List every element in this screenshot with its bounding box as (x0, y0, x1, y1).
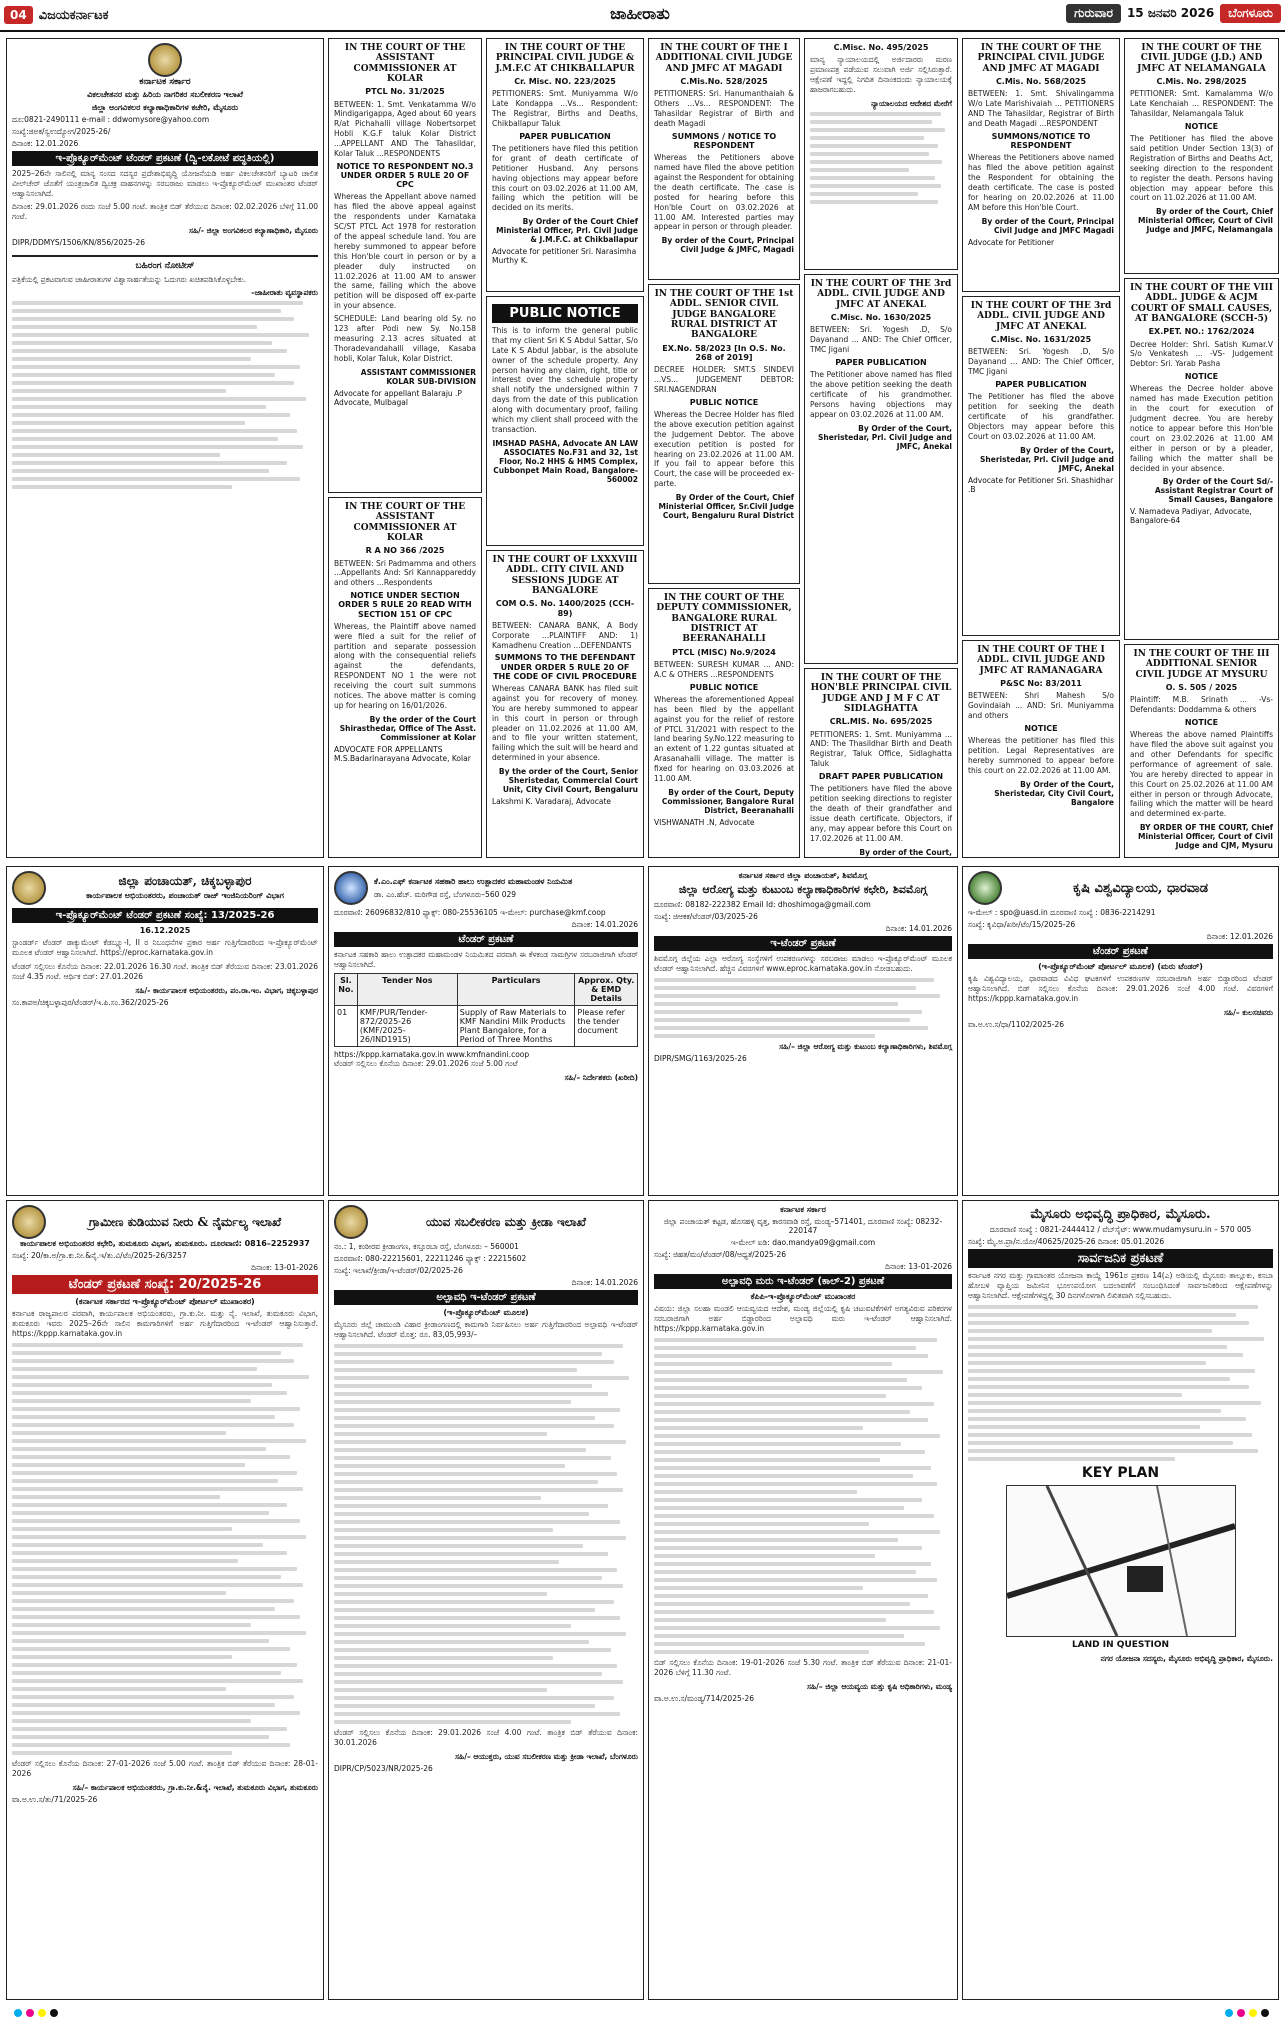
case-parties: BETWEEN: Sri. Yogesh .D, S/o Dayanand ... AND: The Chief Officer, TMC Jigani (968, 347, 1114, 376)
ad-mysuru-mda (962, 1200, 1279, 2000)
table-row (335, 1005, 638, 1046)
ad-date: 16.12.2025 (139, 926, 191, 935)
court-name: IN THE COURT OF THE 3rd ADDL. CIVIL JUDGE AND JMFC AT ANEKAL (810, 279, 952, 310)
court-name: IN THE COURT OF THE PRINCIPAL CIVIL JUDGE AND JMFC AT MAGADI (977, 43, 1105, 74)
advocate: Advocate for appellant Balaraju .P Advocate, Mulbagal (334, 388, 462, 407)
ad-head-row (968, 871, 1273, 905)
land-label: LAND IN QUESTION (1071, 1639, 1170, 1650)
case-number: C.Mis. No. 568/2025 (995, 77, 1087, 87)
ad-dharwad-uni (962, 866, 1279, 1196)
ad-contact: ಇ-ಮೇಲ್ : spo@uasd.in ದೂರವಾಣಿ ಸಂಖ್ಯೆ : 0836-2214291 (968, 908, 1156, 917)
ad-office: ಕಾರ್ಯಪಾಲಕ ಅಭಿಯಂತರರ ಕಛೇರಿ, ತುಮಕೂರು ವಿಭಾಗ, ತುಮಕೂರು. ದೂರವಾಣಿ: 0816–2252937 (20, 1239, 310, 1248)
court-sign: By order of the Court, (859, 847, 952, 857)
court-sign: By Order of the Court Chief Ministerial Officer, Prl. Civil Judge & J.M.F.C. at Chikballapur (496, 217, 638, 245)
advocate: V. Namadeva Padiyar, Advocate, Bangalore-64 (1130, 507, 1252, 526)
ad-ref: ಸಂಖ್ಯೆ: 20/ಕಾ.ಅ/ಗ್ರಾ.ಕು.ನೀ.&ನೈ.ಇ/ತು.ವಿ/ಟೆಂ/2025-26/3257 (12, 1251, 187, 1261)
court-name: IN THE COURT OF THE VIII ADDL. JUDGE & ACJM COURT OF SMALL CAUSES, AT BANGALORE (SCCH-5) (1130, 283, 1273, 325)
ad-chikballapur-zp (6, 866, 324, 1196)
header-city: ಬೆಂಗಳೂರು (1220, 4, 1281, 23)
notice-body: The petitioners have filed this petition for grant of death certificate of Petitioner Husband. Any persons having objections may appear before this court on 03.02.2026 at 11.00 AM, failing which the petition will be decided on its merits. (492, 143, 638, 213)
court-sign: ನ್ಯಾಯಾಲಯದ ಆದೇಶದ ಮೇರೆಗೆ (871, 98, 952, 108)
case-number: C.Misc. No. 495/2025 (833, 43, 929, 52)
notice-title: PAPER PUBLICATION (835, 357, 927, 367)
notice-body: The Petitioner has filed the above said petition Under Section 13(3) of Registration of Births and Deaths Act, seeking direction to the respondent to register the death. Persons having objection may appear before this court on 11.02.2026 at 11.00 AM. (1130, 134, 1273, 203)
notice-body: The Petitioner has filed the above petition for seeking the death certificate of his grandfather. Objectors may appear before this Court on 03.02.2026 at 11.00 AM. (968, 392, 1114, 441)
notice-title: PUBLIC NOTICE (689, 682, 759, 692)
ad-sign: ಸಹಿ/– ಜಿಲ್ಲಾ ಆರೋಗ್ಯ ಮತ್ತು ಕುಟುಂಬ ಕಲ್ಯಾಣಾಧಿಕಾರಿಗಳು, ಶಿವಮೊಗ್ಗ (779, 1041, 952, 1051)
advocate: Advocate for petitioner Sri. Narasimha Murthy K. (492, 247, 637, 266)
ad-head-row (12, 1205, 318, 1239)
cyan-dot-icon (1225, 2009, 1233, 2017)
tender-table (334, 973, 638, 1047)
notice-title: NOTICE (1184, 121, 1219, 131)
col-particulars: Particulars (457, 973, 575, 1005)
ad-org: ಜಿಲ್ಲಾ ಪಂಚಾಯತ್, ಚಿಕ್ಕಬಳ್ಳಾಪುರ (118, 874, 252, 889)
court-sign: By order of the Court, Principal Civil Judge and JMFC Magadi (981, 216, 1114, 235)
notice-body: Whereas CANARA BANK has filed suit against you for recovery of money. You are hereby summoned to appear in this court in person or through pleader on 11.02.2026 at 11.00 AM, and to file your written statement, failing which the suit will be heard and determined in your absence. (492, 683, 638, 763)
ad-body: ಮೈಸೂರು ಜಿಲ್ಲೆ ಚಾಮುಂಡಿ ವಿಹಾರ ಕ್ರೀಡಾಂಗಣದಲ್ಲಿ ಕಾಮಗಾರಿ ನಿರ್ವಹಿಸಲು ಅರ್ಹ ಗುತ್ತಿಗೆದಾರರಿಂದ ಅಲ್ಪಾವಧಿ ಇ-ಟೆಂಡರ್ ಆಹ್ವಾನಿಸಲಾಗಿದೆ. ಟೆಂಡರ್ ಮೊತ್ತ: ರೂ. 83,05,993/– (334, 1320, 638, 1340)
ad-banner: ಅಲ್ಪಾವಧಿ ಮರು ಇ-ಟೆಂಡರ್ (ಕಾಲ್-2) ಪ್ರಕಟಣೆ (654, 1274, 952, 1289)
ad-anekal-3rd (804, 274, 958, 664)
col-tender: Tender Nos (357, 973, 457, 1005)
tender-text-block (334, 1344, 638, 1724)
notice-body: The petitioners have filed the above petition seeking directions to register the death of their grandfather and issue death certificate. Objectors, if any, may appear before this Court on 17.02.2026 at 11.00 AM. (810, 784, 952, 843)
govt-emblem-icon (12, 1205, 46, 1239)
notice-body: The Petitioner above named has filed the above petition seeking the death certificate of his grandmother. Persons having objections may appear on 03.02.2026 at 11.00 AM. (810, 370, 952, 419)
case-parties: BETWEEN: SURESH KUMAR ... AND: A.C & OTHERS ...RESPONDENTS (654, 659, 794, 679)
ad-birth-magadi (648, 38, 800, 280)
ad-dipr: DIPR/SMG/1163/2025-26 (654, 1053, 747, 1063)
ad-sign: ಸಹಿ/- ಕಾರ್ಯಪಾಲಕ ಅಭಿಯಂತರರು, ಪಂ.ರಾ.ಇಂ. ವಿಭಾಗ, ಚಿಕ್ಕಬಳ್ಳಾಪುರ (135, 985, 318, 995)
ad-dept: ವಿಕಲಚೇತನರ ಮತ್ತು ಹಿರಿಯ ನಾಗರಿಕರ ಸಬಲೀಕರಣ ಇಲಾಖೆ (87, 90, 243, 100)
legal-text-block (810, 112, 952, 204)
ad-date: ದಿನಾಂಕ: 14.01.2026 (571, 920, 638, 929)
cross-road (1047, 1486, 1117, 1636)
table-header-row (335, 973, 638, 1005)
ad-sign: ಸಹಿ/– ನಿರ್ದೇಶಕರು (ಖರೀದಿ) (564, 1072, 638, 1082)
court-sign: ASSISTANT COMMISSIONER KOLAR SUB-DIVISION (360, 367, 476, 386)
case-number: CRL.MIS. No. 695/2025 (829, 717, 933, 727)
tender-text-block (12, 1343, 318, 1755)
case-parties: BETWEEN: Sri. Yogesh .D, S/o Dayanand ... AND: The Chief Officer, TMC Jigani (810, 325, 952, 354)
ad-beeranahalli (648, 588, 800, 858)
case-parties: Decree Holder: Shri. Satish Kumar.V S/o Venkatesh ... -VS- Judgement Debtor: Sri. Yarab Pasha (1130, 339, 1273, 369)
court-name: IN THE COURT OF THE DEPUTY COMMISSIONER, BANGALORE RURAL DISTRICT AT BEERANAHALLI (656, 593, 792, 645)
ad-banner: ಟೆಂಡರ್ ಪ್ರಕಟಣೆ (968, 944, 1273, 959)
ad-sign: ಸಹಿ/– ಕುಲಸಚಿವರು (1223, 1007, 1273, 1017)
ad-org: ಕರ್ನಾಟಕ ಸರ್ಕಾರ ಜಿಲ್ಲಾ ಪಂಚಾಯತ್, ಶಿವಮೊಗ್ಗ (738, 871, 868, 880)
court-sign: By Order of the Court, Sheristedar, City Civil Court, Bangalore (994, 779, 1114, 807)
govt-emblem-icon (12, 871, 46, 905)
notice-title: SUMMONS TO THE DEFENDANT UNDER ORDER 5 RULE 20 OF THE CODE OF CIVIL PROCEDURE (493, 653, 637, 681)
ad-banner: ಇ-ಟೆಂಡರ್ ಪ್ರಕಟಣೆ (654, 936, 952, 951)
ad-banner: ಟೆಂಡರ್ ಪ್ರಕಟಣೆ ಸಂಖ್ಯೆ: 20/2025-26 (12, 1275, 318, 1294)
public-notice-title: PUBLIC NOTICE (492, 304, 638, 323)
ad-banner: ಇ-ಪ್ರೊಕ್ಯೂರ್‌ಮೆಂಟ್ ಟೆಂಡರ್ ಪ್ರಕಟಣೆ (ದ್ವಿ-ಲಕೋಟೆ ಪದ್ಧತಿಯಲ್ಲಿ) (12, 151, 318, 166)
ad-dates: ಟೆಂಡರ್ ಸಲ್ಲಿಸಲು ಕೊನೆಯ ದಿನಾಂಕ: 27-01-2026 ಸಂಜೆ 5.00 ಗಂಟೆ. ತಾಂತ್ರಿಕ ಬಿಡ್ ತೆರೆಯುವ ದಿನಾಂಕ: 28-01-2026 (12, 1759, 318, 1778)
case-number: EX.No. 58/2023 [In O.S. No. 268 of 2019] (662, 343, 786, 362)
yellow-dot-icon (1249, 2009, 1257, 2017)
ad-small-causes (1124, 278, 1279, 640)
ad-contact: ಇ-ಮೇಲ್ ಐಡಿ: dao.mandya09@gmail.com (730, 1238, 876, 1248)
cell-tender: KMF/PUR/Tender-872/2025-26 (KMF/2025-26/IND1915) (357, 1005, 457, 1046)
case-number: P&SC No: 83/2011 (1000, 679, 1082, 689)
cell-qty: Please refer the tender document (575, 1005, 638, 1046)
print-registration-strip (0, 2006, 1285, 2019)
ad-contact: ದೂರವಾಣಿ: 26096832/810 ಫ್ಯಾಕ್ಸ್: 080-25536105 ಇ-ಮೇಲ್: purchase@kmf.coop (334, 908, 606, 917)
ad-head-text (374, 877, 638, 898)
tender-text-block (654, 978, 952, 1038)
court-name: IN THE COURT OF THE ASSISTANT COMMISSIONER AT KOLAR (344, 502, 466, 544)
court-name: IN THE COURT OF THE ASSISTANT COMMISSIONER AT KOLAR (344, 43, 466, 85)
notice-body: ಮಾನ್ಯ ನ್ಯಾಯಾಲಯದಲ್ಲಿ ಅರ್ಜಿದಾರರು ಮರಣ ಪ್ರಮಾಣಪತ್ರ ಪಡೆಯುವ ಸಲುವಾಗಿ ಅರ್ಜಿ ಸಲ್ಲಿಸಿರುತ್ತಾರೆ. ಆಕ್ಷೇಪಣೆ ಇದ್ದಲ್ಲಿ ನಿಗದಿತ ದಿನಾಂಕದಂದು ನ್ಯಾಯಾಲಯಕ್ಕೆ ಹಾಜರಾಗಬಹುದು. (810, 55, 952, 94)
ad-kmf (328, 866, 644, 1196)
header-left (4, 4, 109, 26)
ad-banner: ಸಾರ್ವಜನಿಕ ಪ್ರಕಟಣೆ (968, 1249, 1273, 1268)
ad-contact: ದೂರವಾಣಿ: 08182-222382 Email Id: dhoshimoga@gmail.com (654, 900, 871, 910)
ad-sign: ಸಹಿ/- ಜಿಲ್ಲಾ ಅಂಗವಿಕಲರ ಕಲ್ಯಾಣಾಧಿಕಾರಿ, ಮೈಸೂರು (189, 226, 318, 236)
ad-mandya (648, 1200, 958, 2000)
ad-magadi-568 (962, 38, 1120, 292)
case-parties: BETWEEN: Sri Padmamma and others ...Appellants And: Sri Kannappareddy and others ...Respondents (334, 558, 476, 588)
notice-body: Whereas the Petitioners above named has filed the above petition against the Respondent for obtaining the death certificate. The case is posted for hearing on 20.02.2026 at 11.00 AM before this Hon'ble Court. (968, 153, 1114, 212)
ad-sign: ಸಹಿ/– ಆಯುಕ್ತರು, ಯುವ ಸಬಲೀಕರಣ ಮತ್ತು ಕ್ರೀಡಾ ಇಲಾಖೆ, ಬೆಂಗಳೂರು (455, 1751, 638, 1761)
cell-particulars: Supply of Raw Materials to KMF Nandini Milk Products Plant Bangalore, for a Period of Three Months (457, 1005, 575, 1046)
magenta-dot-icon (1237, 2009, 1245, 2017)
notice-title: NOTICE UNDER SECTION ORDER 5 RULE 20 READ WITH SECTION 151 OF CPC (338, 591, 472, 619)
ad-org: ಕರ್ನಾಟಕ ಸರ್ಕಾರ (139, 77, 191, 87)
ad-dipr: ವಾ.ಅ.ಉ.ಸ/ಧಾ/1102/2025-26 (968, 1019, 1064, 1029)
ad-office: ಜಿಲ್ಲಾ ಪಂಚಾಯತ್ ಕಟ್ಟಡ, ಹೊಸಹಳ್ಳಿ ವೃತ್ತ, ಕಾರಸವಾಡಿ ರಸ್ತೆ, ಮಂಡ್ಯ–571401, ದೂರವಾಣಿ ಸಂಖ್ಯೆ: 08232-220147 (663, 1217, 943, 1236)
tender-text-block (654, 1338, 952, 1654)
ad-contact: ದೂರವಾಣಿ ಸಂಖ್ಯೆ : 0821-2444412 / ವೆಬ್‌ಸೈಟ್: www.mudamysuru.in – 570 005 (989, 1225, 1252, 1234)
key-plan-svg (1007, 1486, 1235, 1636)
ad-subbanner: ಕೆಪಿಪಿ-ಇ-ಪ್ರೊಕ್ಯೂರ್‌ಮೆಂಟ್ ಮುಖಾಂತರ (750, 1292, 856, 1302)
ad-nelamangala (1124, 38, 1279, 274)
legal-text-block (12, 301, 318, 489)
ad-dates: ದಿನಾಂಕ: 29.01.2026 ರಂದು ಸಂಜೆ 5.00 ಗಂಟೆ. ತಾಂತ್ರಿಕ ಬಿಡ್ ತೆರೆಯುವ ದಿನಾಂಕ: 02.02.2026 ಬೆಳಿಗ್ಗೆ 11.00 ಗಂಟೆ. (12, 202, 318, 222)
case-number: R A NO 366 /2025 (365, 546, 445, 556)
ad-mysuru-os505 (1124, 644, 1279, 858)
notice-body: Whereas the Petitioners above named have filed the above petition against the Respondent for obtaining the death certificate. The case is posted for hearing before this Hon'ble Court on 03.02.2026 at 11.00 AM. Interested parties may appear in person or through pleader. (654, 153, 794, 232)
side-road (1157, 1486, 1187, 1636)
header-day: ಗುರುವಾರ (1066, 4, 1121, 23)
notice-body: Whereas, the Plaintiff above named were filed a suit for the relief of partition and separate possession along with the consequential reliefs against the defendants, RESPONDENT NO 1 the were not receiving the court suit summons notices. The above matter is coming up for hearing on 16/01/2026. (334, 621, 476, 710)
notice-title: PUBLIC NOTICE (689, 397, 759, 407)
ad-dates: ಟೆಂಡರ್ ಸಲ್ಲಿಸಲು ಕೊನೆಯ ದಿನಾಂಕ: 22.01.2026 16.30 ಗಂಟೆ. ತಾಂತ್ರಿಕ ಬಿಡ್ ತೆರೆಯುವ ದಿನಾಂಕ: 23.01.2026 ಸಂಜೆ 4.35 ಗಂಟೆ. ಆರ್ಥಿಕ ಬಿಡ್: 27.01.2026 (12, 961, 318, 981)
black-dot-icon (50, 2009, 58, 2017)
ad-org: ಕರ್ನಾಟಕ ಸರ್ಕಾರ (780, 1205, 826, 1214)
ad-contact: ದೂ:0821-2490111 e-mail : ddwomysore@yahoo.com (12, 114, 210, 124)
ad-ref: ಸಂ.ಕಾಪಅ/ಚಿಕ್ಕಬಳ್ಳಾಪುರ/ಟೆಂಡರ್/ಇ.ಪಿ.ಸಂ.362/2025-26 (12, 997, 169, 1007)
page-number: 04 (4, 6, 33, 24)
ad-dept: ಗ್ರಾಮೀಣ ಕುಡಿಯುವ ನೀರು & ನೈರ್ಮಲ್ಯ ಇಲಾಖೆ (88, 1214, 282, 1229)
court-name: IN THE COURT OF THE 1st ADDL. SENIOR CIVIL JUDGE BANGALORE RURAL DISTRICT AT BANGALORE (654, 289, 794, 341)
main-road (1007, 1526, 1235, 1596)
col-qty: Approx. Qty. & EMD Details (575, 973, 638, 1005)
court-sign: By order of the Court, Deputy Commissioner, Bangalore Rural District, Beeranahalli (661, 787, 794, 815)
ad-anekal-1631 (962, 296, 1120, 636)
notice-sign: –ಜಾಹೀರಾತು ವ್ಯವಸ್ಥಾಪಕರು (251, 288, 318, 298)
court-name: IN THE COURT OF THE 3rd ADDL. CIVIL JUDGE AND JMFC AT ANEKAL (970, 301, 1112, 332)
notice-body: Whereas the aforementioned Appeal has been filed by the appellant against you for the relief of restore of PTCL 31/2021 with respect to the land bearing Sy.No.122 measuring to an extent of 1.22 guntas situated at Arasanahalli village. The matter is fixed for hearing on 03.03.2026 at 11.00 AM. (654, 694, 794, 783)
ad-subbanner: (ಇ-ಪ್ರೊಕ್ಯೂರ್‌ಮೆಂಟ್ ಮೂಲಕ) (443, 1308, 529, 1317)
ad-office: ಜಿಲ್ಲಾ ಆರೋಗ್ಯ ಮತ್ತು ಕುಟುಂಬ ಕಲ್ಯಾಣಾಧಿಕಾರಿಗಳ ಕಛೇರಿ, ಶಿವಮೊಗ್ಗ (678, 883, 928, 897)
ad-date: ದಿನಾಂಕ: 13-01-2026 (885, 1262, 952, 1272)
ad-head-row (334, 871, 638, 905)
emblem-row (12, 43, 318, 77)
magenta-dot-icon (26, 2009, 34, 2017)
ad-dates: ಟೆಂಡರ್ ಸಲ್ಲಿಸಲು ಕೊನೆಯ ದಿನಾಂಕ: 29.01.2026 ಸಂಜೆ 4.00 ಗಂಟೆ. ತಾಂತ್ರಿಕ ಬಿಡ್ ತೆರೆಯುವ ದಿನಾಂಕ: 30.01.2026 (334, 1727, 638, 1747)
case-parties: BETWEEN: Shri Mahesh S/o Govindaiah ... AND: Sri. Muniyamma and others (968, 691, 1114, 720)
notice-text-block (968, 1305, 1273, 1461)
notice-body: This is to inform the general public that my client Sri K S Abdul Sattar, S/o Late K S Abdul Jabbar, is the absolute owner of the schedule property. Any person having any claim, right, title or interest over the schedule property shall notify the undersigned within 7 days from the date of this publication along with documentary proof, failing which my client shall proceed with the transaction. (492, 326, 638, 434)
court-sign: BY ORDER OF THE COURT, Chief Ministerial Officer, Court of Civil Judge and CJM, Mysuru (1138, 823, 1273, 851)
ad-office: ಜಿಲ್ಲಾ ಅಂಗವಿಕಲರ ಕಲ್ಯಾಣಾಧಿಕಾರಿಗಳ ಕಚೇರಿ, ಮೈಸೂರು (91, 102, 239, 112)
advocate: Lakshmi K. Varadaraj, Advocate (492, 797, 612, 807)
ad-subbanner: (ಇ-ಪ್ರೊಕ್ಯೂರ್‌ಮೆಂಟ್ ಪೋರ್ಟಲ್ ಮೂಲಕ) (ಮರು ಟೆಂಡರ್) (1038, 962, 1203, 971)
ad-body: ಕೃಷಿ ವಿಶ್ವವಿದ್ಯಾಲಯ, ಧಾರವಾಡದ ವಿವಿಧ ಘಟಕಗಳಿಗೆ ಉಪಕರಣಗಳ ಸರಬರಾಜಿಗಾಗಿ ಅರ್ಹ ಬಿಡ್ದಾರರಿಂದ ಟೆಂಡರ್ ಆಹ್ವಾನಿಸಲಾಗಿದೆ. ಬಿಡ್ ಸಲ್ಲಿಸಲು ಕೊನೆಯ ದಿನಾಂಕ: 29.01.2026 ಸಂಜೆ 4.00 ಗಂಟೆ. ವಿವರಗಳಿಗೆ https://kppp.karnataka.gov.in (968, 974, 1273, 1003)
ad-ref: ಸಂಖ್ಯೆ: ಇಲಾಖೆ/ಕ್ರೀಡಾ/ಇ-ಟೆಂಡರ್/02/2025-26 (334, 1266, 463, 1275)
case-number: C.Mis.No. 528/2025 (680, 77, 768, 87)
court-name: IN THE COURT OF THE CIVIL JUDGE (J.D.) AND JMFC AT NELAMANGALA (1137, 43, 1266, 74)
ad-date: ದಿನಾಂಕ: 14.01.2026 (885, 924, 952, 934)
cyan-dot-icon (14, 2009, 22, 2017)
notice-title: ಬಹಿರಂಗ ನೋಟೀಸ್ (135, 261, 195, 272)
advocate: Advocate for Petitioner (968, 237, 1055, 247)
ad-org: ಕೆ.ಎಂ.ಎಫ್ ಕರ್ನಾಟಕ ಸಹಕಾರಿ ಹಾಲು ಉತ್ಪಾದಕರ ಮಹಾಮಂಡಳ ನಿಯಮಿತ (374, 877, 573, 887)
court-name: IN THE COURT OF THE III ADDITIONAL SENIOR CIVIL JUDGE AT MYSURU (1133, 649, 1270, 680)
ad-intro: ಕರ್ನಾಟಕ ಸಹಕಾರಿ ಹಾಲು ಉತ್ಪಾದಕರ ಮಹಾಮಂಡಳ ನಿಯಮಿತದ ಪರವಾಗಿ ಈ ಕೆಳಕಂಡ ಸಾಮಗ್ರಿಗಳ ಸರಬರಾಜಿಗಾಗಿ ಟೆಂಡರ್ ಆಹ್ವಾನಿಸಲಾಗಿದೆ. (334, 950, 638, 969)
ad-office: ಕಾರ್ಯಪಾಲಕ ಅಭಿಯಂತರರು, ಪಂಚಾಯತ್ ರಾಜ್ ಇಂಜಿನಿಯರಿಂಗ್ ವಿಭಾಗ (86, 891, 284, 901)
ad-chikballapur-court (486, 38, 644, 292)
case-parties: PETITIONER: Smt. Kamalamma W/o Late Kenchaiah ... RESPONDENT: The Tahasildar, Nelamangala Taluk (1130, 89, 1273, 118)
case-parties: BETWEEN: 1. Smt. Venkatamma W/o Mindigarigappa, Aged about 60 years R/at Pichahalli village Nobertsorpet Hobli K.G.F taluk Kolar District ...APPELLANT AND The Tahasildar, Kolar Taluk ...RESPONDENTS (334, 99, 476, 159)
ad-dates: ಬಿಡ್ ಸಲ್ಲಿಸಲು ಕೊನೆಯ ದಿನಾಂಕ: 19-01-2026 ಸಂಜೆ 5.30 ಗಂಟೆ. ತಾಂತ್ರಿಕ ಬಿಡ್ ತೆರೆಯುವ ದಿನಾಂಕ: 21-01-2026 ಬೆಳಿಗ್ಗೆ 11.30 ಗಂಟೆ. (654, 1658, 952, 1677)
case-number: C.Misc. No. 1630/2025 (830, 313, 932, 323)
advocate: VISHWANATH .N, Advocate (654, 817, 755, 827)
ad-ref: ಸಂಖ್ಯೆ: ಜಿಆಕಕ/ಟೆಂಡರ್/03/2025-26 (654, 912, 758, 922)
case-number: C.Mis. No. 298/2025 (1156, 77, 1247, 87)
ad-ref: ಸಂಖ್ಯೆ: ಜಿಹತ/ಮಂ/ಟೆಂಡರ್/08/ಆಧ್ಯತೆ/2025-26 (654, 1250, 787, 1260)
key-plan-map (1006, 1485, 1236, 1637)
ad-body: ಸ್ಟಾಂಡರ್ಡ್ ಟೆಂಡರ್ ಡಾಕ್ಯುಮೆಂಟ್ ಕೆಡಬ್ಲ್ಯೂ-I, II ರ ನಿಬಂಧನೆಗಳ ಪ್ರಕಾರ ಅರ್ಹ ಗುತ್ತಿಗೆದಾರರಿಂದ ಇ-ಪ್ರೊಕ್ಯೂರ್‌ಮೆಂಟ್ ಮೂಲಕ ಟೆಂಡರ್ ಆಹ್ವಾನಿಸಲಾಗಿದೆ. https://eproc.karnataka.gov.in (12, 938, 318, 958)
ad-head-row (334, 1205, 638, 1239)
notice-title: NOTICE TO RESPONDENT NO.3 UNDER ORDER 5 RULE 20 OF CPC (336, 161, 474, 190)
ad-tumakuru-water (6, 1200, 324, 2000)
case-number: PTCL No. 31/2025 (365, 87, 445, 97)
notice-title: NOTICE (1184, 372, 1219, 382)
ad-contact: ದೂರವಾಣಿ: 080-22215601, 22211246 ಫ್ಯಾಕ್ಸ್ : 22215602 (334, 1254, 527, 1263)
court-sign: By Order of the Court, Sheristedar, Prl. Civil Judge and JMFC, Anekal (980, 445, 1114, 473)
ad-dipr: ವಾ.ಅ.ಉ.ಸ/ತು/71/2025-26 (12, 1794, 98, 1804)
key-plan-title: KEY PLAN (1081, 1464, 1160, 1481)
notice-title: PAPER PUBLICATION (995, 379, 1087, 389)
ad-org: ಕೃಷಿ ವಿಶ್ವವಿದ್ಯಾಲಯ, ಧಾರವಾಡ (1072, 880, 1209, 896)
newspaper-brand: ವಿಜಯಕರ್ನಾಟಕ (38, 7, 109, 23)
ad-vijayapura (648, 284, 800, 584)
case-number: EX.PET. NO.: 1762/2024 (1148, 327, 1255, 337)
case-number: C.Misc. No. 1631/2025 (990, 335, 1092, 345)
kmf-logo-icon (334, 871, 368, 905)
notice-title: SUMMONS / NOTICE TO RESPONDENT (671, 131, 777, 150)
court-sign: By order of the Court, Chief Ministerial Officer, Court of Civil Judge and JMFC, Nelamangala (1138, 207, 1273, 235)
court-name: IN THE COURT OF THE HON'BLE PRINCIPAL CIVIL JUDGE AND J M F C AT SIDLAGHATTA (810, 673, 952, 715)
court-sign: By Order of the Court, Sheristedar, Prl. Civil Judge and JMFC, Anekal (818, 423, 952, 451)
ad-banner: ಇ-ಪ್ರೊಕ್ಯೂರ್‌ಮೆಂಟ್ ಟೆಂಡರ್ ಪ್ರಕಟಣೆ ಸಂಖ್ಯೆ: 13/2025-26 (12, 908, 318, 923)
case-number: O. S. 505 / 2025 (1165, 683, 1238, 693)
section-title: ಜಾಹೀರಾತು (610, 4, 670, 23)
ad-subbanner: (ಕರ್ನಾಟಕ ಸರ್ಕಾರದ ಇ-ಪ್ರೊಕ್ಯೂರ್‌ಮೆಂಟ್ ಪೋರ್ಟಲ್ ಮುಖಾಂತರ) (75, 1297, 255, 1307)
court-name: IN THE COURT OF THE I ADDITIONAL CIVIL JUDGE AND JMFC AT MAGADI (655, 43, 793, 74)
notice-body: ಪತ್ರಿಕೆಯಲ್ಲಿ ಪ್ರಕಟವಾಗುವ ಜಾಹೀರಾತುಗಳ ವಿಶ್ವಾಸಾರ್ಹತೆಯನ್ನು ಓದುಗರು ಖಚಿತಪಡಿಸಿಕೊಳ್ಳಬೇಕು. (12, 274, 247, 284)
ad-youth-sports (328, 1200, 644, 2000)
ad-body: ಕರ್ನಾಟಕ ರಾಜ್ಯಪಾಲರ ಪರವಾಗಿ, ಕಾರ್ಯಪಾಲಕ ಅಭಿಯಂತರರು, ಗ್ರಾ.ಕು.ನೀ. ಮತ್ತು ನೈ. ಇಲಾಖೆ, ತುಮಕೂರು ವಿಭಾಗ, ತುಮಕೂರು ಇವರು 2025–26ನೇ ಸಾಲಿನ ಕಾಮಗಾರಿಗಳಿಗೆ ಅರ್ಹ ಗುತ್ತಿಗೆದಾರರಿಂದ ಇ-ಟೆಂಡರ್ ಆಹ್ವಾನಿಸುತ್ತಾರೆ. https://kppp.karnataka.gov.in (12, 1309, 318, 1339)
ad-dipr: ವಾ.ಅ.ಉ.ಸ/ಮಂಡ್ಯ/714/2025-26 (654, 1693, 754, 1703)
notice-title: NOTICE (1184, 718, 1219, 727)
case-parties: BETWEEN: 1. Smt. Shivalingamma W/o Late Marishivaiah ... PETITIONERS AND The Tahasildar, Registrar of Birth and Death Magadi ...RESPONDENT (968, 89, 1114, 128)
case-parties: Plaintiff: M.B. Srinath ... -Vs- Defendants: Doddamma & others (1130, 695, 1273, 715)
case-parties: DECREE HOLDER: SMT.S SINDEVI ...VS... JUDGEMENT DEBTOR: SRI.NAGENDRAN (654, 365, 794, 394)
court-sign: By Order of the Court, Chief Ministerial Officer, Sr.Civil Judge Court, Bengaluru Rural District (658, 493, 794, 521)
ad-ref: ಸಂಖ್ಯೆ:ಜಿಅಕ/ಸ್ವಉದ್ಯೋಗ/2025-26/ (12, 126, 111, 136)
notice-body: Whereas the Decree Holder has filed the above execution petition against the Judgement Debtor. The above execution petition is posted for hearing on 23.02.2026 at 11.00 AM. If you fail to appear before this Court, the case will be proceeded ex-parte. (654, 409, 794, 489)
case-number: COM O.S. No. 1400/2025 (CCH-89) (495, 599, 635, 618)
ad-mysore-tender (6, 38, 324, 858)
notice-body: Whereas the Decree holder above named has made Execution petition in the court for execution of Judgment decree. You are hereby notice to appear before this Hon'ble court on 23.02.2026 at 11.00 AM either in person or by a pleader, failing which the matter shall be decided in your absence. (1130, 384, 1273, 473)
ad-head-text (52, 872, 318, 903)
court-name: IN THE COURT OF LXXXVIII ADDL. CITY CIVIL AND SESSIONS JUDGE AT BANGALORE (492, 555, 638, 597)
case-parties: BETWEEN: CANARA BANK, A Body Corporate ...PLAINTIFF AND: 1) Kamadhenu Creation ...DEFENDANTS (492, 620, 638, 650)
court-sign: By order of the Court, Principal Civil Judge & JMFC, Magadi (661, 236, 794, 255)
yellow-dot-icon (38, 2009, 46, 2017)
header-date: 15 ಜನವರಿ 2026 (1126, 6, 1215, 20)
col-sl: Sl. No. (335, 973, 358, 1005)
ad-date: ದಿನಾಂಕ: 14.01.2026 (571, 1278, 638, 1287)
ad-date: ದಿನಾಂಕ: 13-01-2026 (251, 1263, 318, 1273)
advocate: ADVOCATE FOR APPELLANTS M.S.Badarinarayana Advocate, Kolar (334, 744, 471, 763)
court-sign: By Order of the Court Sd/- Assistant Registrar Court of Small Causes, Bangalore (1154, 477, 1273, 505)
ad-kolar-ptcl (328, 38, 482, 493)
ad-dipr: DIPR/DDMYS/1506/KN/856/2025-26 (12, 238, 145, 248)
case-parties: PETITIONERS: Smt. Muniyamma W/o Late Kondappa ...Vs... Respondent: The Registrar, Births and Deaths, Chikballapur Taluk (492, 89, 638, 128)
ad-body: ವಿಷಯ: ಜಿಲ್ಲಾ ಸಲಹಾ ಮಂಡಲಿ ಆಯವ್ಯಯದ ಆದೇಶ, ಮಂಡ್ಯ ಜಿಲ್ಲೆಯಲ್ಲಿ ಕೃಷಿ ಚಟುವಟಿಕೆಗಳಿಗೆ ಅಗತ್ಯವಿರುವ ಪರಿಕರಗಳ ಸರಬರಾಜಿಗಾಗಿ ಅರ್ಹ ಬಿಡ್ದಾರರಿಂದ ಅಲ್ಪಾವಧಿ ಮರು ಇ-ಟೆಂಡರ್ ಆಹ್ವಾನಿಸಲಾಗಿದೆ. https://kppp.karnataka.gov.in (654, 1304, 952, 1334)
court-name: IN THE COURT OF THE PRINCIPAL CIVIL JUDGE & J.M.F.C AT CHIKBALLAPUR (495, 43, 635, 74)
ad-dipr: DIPR/CP/5023/NR/2025-26 (334, 1763, 433, 1773)
ad-sign: ಸಹಿ/– ಕಾರ್ಯಪಾಲಕ ಅಭಿಯಂತರರು, ಗ್ರಾ.ಕು.ನೀ.&ನೈ. ಇಲಾಖೆ, ತುಮಕೂರು ವಿಭಾಗ, ತುಮಕೂರು (72, 1782, 318, 1792)
ad-sign: ಸಹಿ/– ಜಿಲ್ಲಾ ಆಯವ್ಯಯ ಮತ್ತು ಕೃಷಿ ಅಧಿಕಾರಿಗಳು, ಮಂಡ್ಯ (807, 1681, 952, 1691)
ad-kolar-na (328, 497, 482, 858)
ad-ref: ಸಂಖ್ಯೆ: ಮೈ.ಅ.ಪ್ರಾ/ನ.ಯೋ/40625/2025-26 ದಿನಾಂಕ: 05.01.2026 (968, 1237, 1165, 1246)
advocate-sign: IMSHAD PASHA, Advocate AN LAW ASSOCIATES No.F31 and 32, 1st Floor, No.2 HHS & HMS Complex, Cubbonpet Main Road, Bangalore-560002 (492, 438, 638, 484)
ad-head-row (12, 871, 318, 905)
advocate: Advocate for Petitioner Sri. Shashidhar .B (968, 475, 1114, 494)
court-sign: By the order of the Court, Senior Sheristedar, Commercial Court Unit, City Civil Court, Bengaluru (498, 767, 638, 795)
ad-legal-misc-495 (804, 38, 958, 270)
ad-body: 2025–26ನೇ ಸಾಲಿನಲ್ಲಿ ಮಾನ್ಯ ಸಂಸದ ಸದಸ್ಯರ ಪ್ರದೇಶಾಭಿವೃದ್ಧಿ ಯೋಜನೆಯಡಿ ಅರ್ಹ ವಿಕಲಚೇತನರಿಗೆ ಬ್ಯಾಟರಿ ಚಾಲಿತ ವೀಲ್‌ಚೇರ್ ಜೊತೆಗೆ ಯಂತ್ರಚಾಲಿತ ದ್ವಿಚಕ್ರ ವಾಹನಗಳನ್ನು ಸರಬರಾಜು ಮಾಡಲು ಇ-ಪ್ರೊಕ್ಯೂರ್‌ಮೆಂಟ್ ಮುಖಾಂತರ ಟೆಂಡರ್ ಆಹ್ವಾನಿಸಲಾಗಿದೆ. (12, 168, 318, 198)
ad-date: ದಿನಾಂಕ: 12.01.2026 (12, 138, 79, 148)
notice-body: Whereas the Appellant above named has filed the above appeal against the respondents under Karnataka SC/ST PTCL Act 1978 for restoration of the appeal schedule land. You are hereby summoned to appear before this Hon'ble court in person or by a pleader duly instructed on 11.02.2026 at 11.00 AM to answer the same, failing which the above petition will be disposed off ex-parte in your absence. (334, 192, 476, 311)
ad-sidlaghatta (804, 668, 958, 858)
notice-title: DRAFT PAPER PUBLICATION (818, 772, 944, 782)
public-notice-left (12, 255, 318, 297)
ad-address: ನಂ.: 1, ಕಂಠೀರವ ಕ್ರೀಡಾಂಗಣ, ಕಸ್ತೂರಬಾ ರಸ್ತೆ, ಬೆಂಗಳೂರು – 560001 (334, 1242, 519, 1251)
ad-banner: ಅಲ್ಪಾವಧಿ ಇ-ಟೆಂಡರ್ ಪ್ರಕಟಣೆ (334, 1290, 638, 1305)
cell-sl: 01 (335, 1005, 358, 1046)
ad-address: ಡಾ. ಎಂ.ಹೆಚ್. ಮರಿಗೌಡ ರಸ್ತೆ, ಬೆಂಗಳೂರು–560 029 (374, 889, 517, 899)
ad-org: ಮೈಸೂರು ಅಭಿವೃದ್ಧಿ ಪ್ರಾಧಿಕಾರ, ಮೈಸೂರು. (1030, 1207, 1211, 1222)
notice-body: Whereas the above named Plaintiffs have filed the above suit against you and other Defendants for specific performance of agreement of sale. You are hereby directed to appear in this Court on 25.02.2026 at 11.00 AM either in person or through Advocate, failing which the matter will be heard and determined ex-parte. (1130, 730, 1273, 819)
ad-shivamogga-health (648, 866, 958, 1196)
ad-dept: ಯುವ ಸಬಲೀಕರಣ ಮತ್ತು ಕ್ರೀಡಾ ಇಲಾಖೆ (425, 1214, 587, 1229)
ad-body: ಶಿವಮೊಗ್ಗ ಜಿಲ್ಲೆಯ ಎಲ್ಲಾ ಆರೋಗ್ಯ ಸಂಸ್ಥೆಗಳಿಗೆ ಉಪಕರಣಗಳನ್ನು ಸರಬರಾಜು ಮಾಡಲು ಇ-ಪ್ರೊಕ್ಯೂರ್‌ಮೆಂಟ್ ಮೂಲಕ ಟೆಂಡರ್ ಆಹ್ವಾನಿಸಲಾಗಿದೆ. ಹೆಚ್ಚಿನ ವಿವರಗಳಿಗೆ www.eproc.karnataka.gov.in ನೋಡಬಹುದು. (654, 954, 952, 974)
page-header (0, 0, 1285, 32)
court-name: IN THE COURT OF THE I ADDL. CIVIL JUDGE AND JMFC AT RAMANAGARA (977, 645, 1105, 676)
case-parties: PETITIONERS: 1. Smt. Muniyamma ... AND: The Thasildhar Birth and Death Registrar, Taluk Office, Sidlaghatta Taluk (810, 729, 952, 769)
notice-title: NOTICE (1024, 723, 1058, 733)
black-dot-icon (1261, 2009, 1269, 2017)
schedule: SCHEDULE: Land bearing old Sy. no 123 after Podi new Sy. No.158 measuring 2.13 acres situated at Thoradevandahalli village, Kasaba hobli, Kolar Taluk, Kolar District. (334, 314, 476, 363)
notice-title: SUMMONS/NOTICE TO RESPONDENT (991, 131, 1091, 150)
ad-banner: ಟೆಂಡರ್ ಪ್ರಕಟಣೆ (334, 932, 638, 947)
ad-jmfc-ramanagara (962, 640, 1120, 858)
ad-body: ಕರ್ನಾಟಕ ನಗರ ಮತ್ತು ಗ್ರಾಮಾಂತರ ಯೋಜನಾ ಕಾಯ್ದೆ 1961ರ ಪ್ರಕರಣ 14(ಎ) ಅಡಿಯಲ್ಲಿ ಮೈಸೂರು ತಾಲ್ಲೂಕು, ಕಸಬಾ ಹೋಬಳಿ ವ್ಯಾಪ್ತಿಯ ಜಮೀನಿನ ಭೂಉಪಯೋಗ ಬದಲಾವಣೆಗೆ ಸಂಬಂಧಿಸಿದಂತೆ ಸಾರ್ವಜನಿಕರಿಂದ ಆಕ್ಷೇಪಣೆಗಳನ್ನು ಆಹ್ವಾನಿಸಲಾಗಿದೆ. ಆಕ್ಷೇಪಣೆಗಳಿದ್ದಲ್ಲಿ 30 ದಿನಗಳೊಳಗಾಗಿ ಲಿಖಿತವಾಗಿ ಸಲ್ಲಿಸಬಹುದು. (968, 1271, 1273, 1300)
case-number: Cr. Misc. NO. 223/2025 (514, 77, 616, 87)
govt-emblem-icon (148, 43, 182, 77)
ad-public-notice (486, 296, 644, 546)
ad-canara-bank (486, 550, 644, 858)
case-parties: PETITIONERS: Sri. Hanumanthaiah & Others ...Vs... RESPONDENT: The Tahasildar Registrar of Birth and death Magadi (654, 89, 794, 128)
notice-title: PAPER PUBLICATION (519, 131, 611, 141)
notice-body: Whereas the petitioner has filed this petition. Legal Representatives are hereby summoned to appear before this court on 22.02.2026 at 11.00 AM. (968, 736, 1114, 775)
ad-date: ದಿನಾಂಕ: 12.01.2026 (1206, 932, 1273, 941)
case-number: PTCL (MISC) No.9/2024 (672, 647, 776, 657)
ad-sign: ನಗರ ಯೋಜನಾ ಸದಸ್ಯರು, ಮೈಸೂರು ಅಭಿವೃದ್ಧಿ ಪ್ರಾಧಿಕಾರ, ಮೈಸೂರು. (1100, 1653, 1273, 1663)
govt-emblem-icon (334, 1205, 368, 1239)
land-in-question-plot (1127, 1566, 1163, 1592)
ad-dates: ಟೆಂಡರ್ ಸಲ್ಲಿಸಲು ಕೊನೆಯ ದಿನಾಂಕ: 29.01.2026 ಸಂಜೆ 5.00 ಗಂಟೆ (334, 1058, 518, 1068)
ad-ref: ಸಂಖ್ಯೆ: ಕೃವಿಧಾ/ಖರೀ/ಟೆಂ/15/2025-26 (968, 920, 1076, 929)
court-sign: By the order of the Court Shirasthedar, Office of The Asst. Commissioner at Kolar (339, 714, 476, 742)
university-logo-icon (968, 871, 1002, 905)
ad-website: https://kppp.karnataka.gov.in www.kmfnandini.coop (334, 1049, 530, 1059)
header-right (1066, 4, 1281, 23)
